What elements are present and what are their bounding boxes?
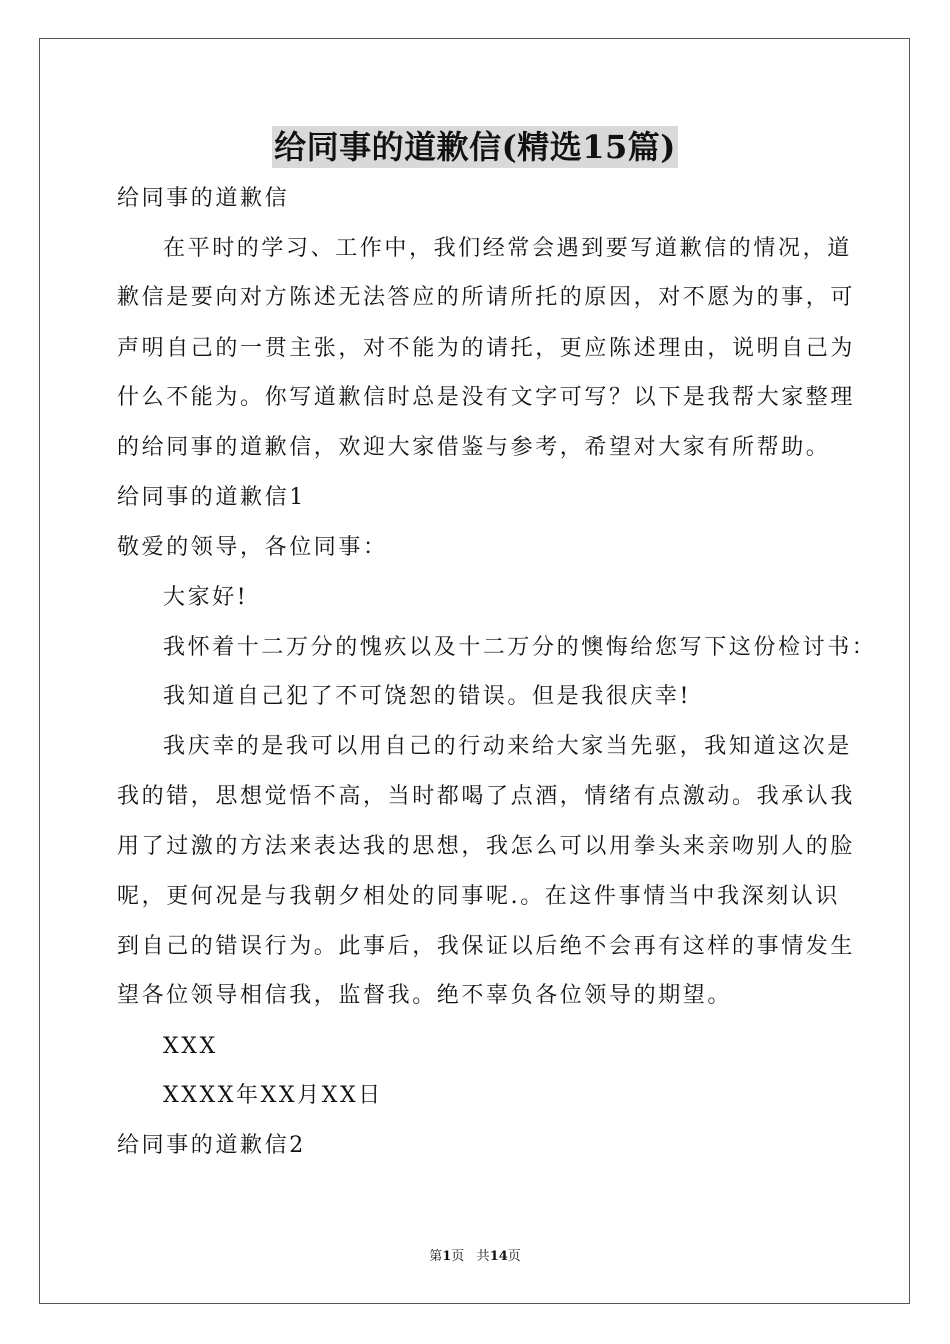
- section-heading: 给同事的道歉信: [117, 186, 290, 211]
- page-border: [39, 38, 910, 1304]
- total-page-number: 14: [489, 1249, 508, 1264]
- total-prefix: 共: [476, 1249, 490, 1264]
- body-line: 我知道自己犯了不可饶恕的错误。但是我很庆幸!: [163, 684, 692, 709]
- greeting: 大家好!: [163, 585, 249, 610]
- page-prefix: 第: [429, 1249, 443, 1264]
- page-footer: [0, 1248, 950, 1266]
- total-unit: 页: [507, 1249, 521, 1264]
- body-line: 什么不能为。你写道歉信时总是没有文字可写？以下是我帮大家整理: [117, 385, 856, 410]
- section-heading: 给同事的道歉信1: [117, 485, 306, 510]
- body-line: 用了过激的方法来表达我的思想，我怎么可以用拳头来亲吻别人的脸: [117, 834, 856, 859]
- body-line: 呢，更何况是与我朝夕相处的同事呢.。在这件事情当中我深刻认识: [117, 884, 840, 909]
- body-line: 到自己的错误行为。此事后，我保证以后绝不会再有这样的事情发生: [117, 934, 856, 959]
- page-unit: 页: [451, 1249, 465, 1264]
- body-line: 的给同事的道歉信，欢迎大家借鉴与参考，希望对大家有所帮助。: [117, 435, 831, 460]
- current-page-number: 1: [442, 1249, 452, 1264]
- title-container: [0, 126, 950, 168]
- signature-name: XXX: [163, 1034, 218, 1059]
- salutation: 敬爱的领导，各位同事：: [117, 535, 388, 560]
- body-line: 望各位领导相信我，监督我。绝不辜负各位领导的期望。: [117, 983, 733, 1008]
- body-line: 我庆幸的是我可以用自己的行动来给大家当先驱，我知道这次是: [163, 734, 852, 759]
- body-line: 声明自己的一贯主张，对不能为的请托，更应陈述理由，说明自己为: [117, 336, 856, 361]
- body-line: 我的错，思想觉悟不高，当时都喝了点酒，情绪有点激动。我承认我: [117, 784, 856, 809]
- signature-date: XXXX年XX月XX日: [163, 1083, 383, 1108]
- section-heading: 给同事的道歉信2: [117, 1133, 306, 1158]
- body-line: 歉信是要向对方陈述无法答应的所请所托的原因，对不愿为的事，可: [117, 285, 856, 310]
- body-line: 我怀着十二万分的愧疚以及十二万分的懊悔给您写下这份检讨书：: [163, 635, 877, 660]
- document-title: 给同事的道歉信(精选15篇): [274, 128, 676, 166]
- body-line: 在平时的学习、工作中，我们经常会遇到要写道歉信的情况，道: [163, 236, 852, 261]
